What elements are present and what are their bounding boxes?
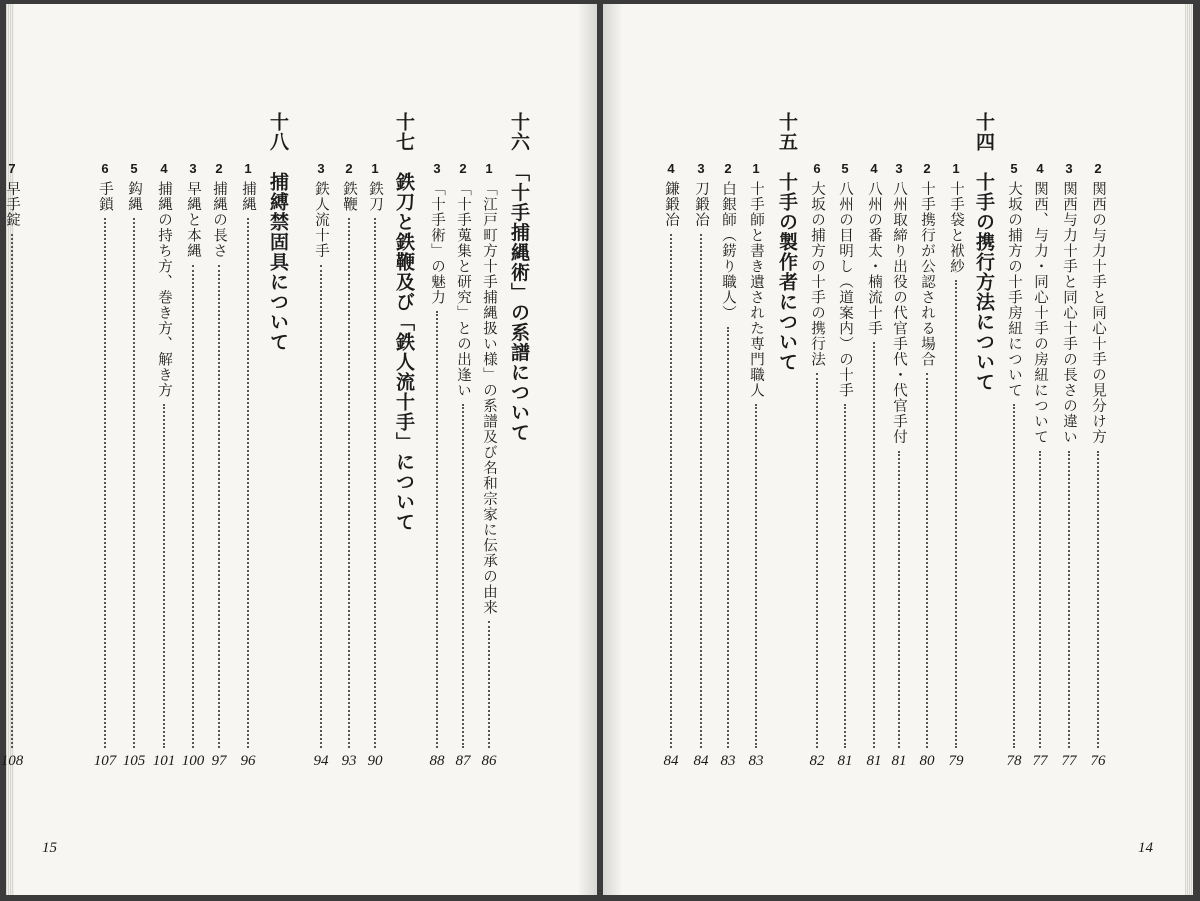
section-heading: 十五 十手の製作者について	[776, 112, 798, 372]
entry-title: 十手師と書き遺された専門職人	[748, 181, 764, 398]
section-heading-column	[266, 112, 290, 792]
leader-dots	[700, 234, 702, 749]
entry-page: 87	[455, 753, 471, 769]
entry-page: 101	[152, 753, 176, 769]
entry-page: 80	[919, 753, 935, 769]
entry-number: 3	[1065, 161, 1073, 176]
leader-dots	[755, 404, 757, 748]
entry-title: 手鎖	[97, 181, 113, 212]
leader-dots	[163, 404, 165, 748]
entry-title: 八州の番太・楠流十手	[866, 181, 882, 336]
toc-entry	[915, 112, 939, 792]
entry-title: 鉄鞭	[341, 181, 357, 212]
toc-entry	[744, 112, 768, 792]
entry-title: 刀鍛冶	[693, 181, 709, 228]
entry-number: 4	[160, 161, 168, 176]
entry-page: 94	[313, 753, 329, 769]
entry-number: 3	[317, 161, 325, 176]
entry-number: 3	[189, 161, 197, 176]
entry-page: 82	[809, 753, 825, 769]
leader-dots	[218, 265, 220, 749]
entry-number: 2	[923, 161, 931, 176]
entry-page: 100	[181, 753, 205, 769]
entry-page: 78	[1006, 753, 1022, 769]
entry-page: 81	[837, 753, 853, 769]
toc-entry	[659, 112, 683, 792]
section-heading-column	[392, 112, 416, 792]
entry-title: 白銀師（錺り職人）	[720, 181, 736, 321]
entry-title: 鉄刀	[367, 181, 383, 212]
section-heading: 十七 鉄刀と鉄鞭及び「鉄人流十手」について	[393, 112, 415, 532]
entry-title: 八州の目明し（道案内）の十手	[837, 181, 853, 398]
entry-title: 早縄と本縄	[185, 181, 201, 259]
entry-title: 捕縄の長さ	[211, 181, 227, 259]
leader-dots	[1097, 451, 1099, 749]
entry-number: 3	[895, 161, 903, 176]
entry-page: 81	[866, 753, 882, 769]
entry-number: 1	[371, 161, 379, 176]
entry-title: 鈎縄	[126, 181, 142, 212]
leader-dots	[374, 218, 376, 748]
toc-entry	[309, 112, 333, 792]
toc-entry	[1057, 112, 1081, 792]
leader-dots	[873, 342, 875, 748]
toc-entry	[122, 112, 146, 792]
leader-dots	[192, 265, 194, 749]
entry-page: 83	[748, 753, 764, 769]
entry-page: 105	[122, 753, 146, 769]
gutter-shadow	[577, 4, 597, 895]
toc-entry	[152, 112, 176, 792]
leader-dots	[727, 327, 729, 749]
leader-dots	[844, 404, 846, 748]
entry-page: 84	[663, 753, 679, 769]
entry-title: 捕縄	[240, 181, 256, 212]
entry-number: 2	[1094, 161, 1102, 176]
leader-dots	[436, 311, 438, 748]
toc-entry	[451, 112, 475, 792]
entry-number: 1	[752, 161, 760, 176]
entry-title: 十手携行が公認される場合	[919, 181, 935, 367]
entry-number: 4	[1036, 161, 1044, 176]
entry-page: 107	[93, 753, 117, 769]
toc-entry	[425, 112, 449, 792]
entry-number: 1	[952, 161, 960, 176]
section-heading-column	[972, 112, 996, 792]
leader-dots	[926, 373, 928, 748]
entry-number: 2	[459, 161, 467, 176]
toc-entry	[207, 112, 231, 792]
leader-dots	[247, 218, 249, 748]
entry-number: 5	[130, 161, 138, 176]
toc-entry	[93, 112, 117, 792]
entry-title: 八州取締り出役の代官手代・代官手付	[891, 181, 907, 445]
entry-page: 86	[481, 753, 497, 769]
leader-dots	[320, 265, 322, 749]
entry-number: 2	[345, 161, 353, 176]
entry-title: 鉄人流十手	[313, 181, 329, 259]
leader-dots	[670, 234, 672, 749]
entry-number: 6	[101, 161, 109, 176]
leader-dots	[488, 621, 490, 748]
toc-entry	[337, 112, 361, 792]
leader-dots	[816, 373, 818, 748]
entry-page: 83	[720, 753, 736, 769]
section-heading: 十六 「十手捕縄術」の系譜について	[508, 112, 530, 443]
entry-number: 5	[841, 161, 849, 176]
entry-number: 4	[667, 161, 675, 176]
entry-title: 関西与力十手と同心十手の長さの違い	[1061, 181, 1077, 445]
entry-title: 関西の与力十手と同心十手の見分け方	[1090, 181, 1106, 445]
toc-entry	[805, 112, 829, 792]
entry-title: 関西、与力・同心十手の房紐について	[1032, 181, 1048, 445]
entry-page: 93	[341, 753, 357, 769]
entry-number: 3	[697, 161, 705, 176]
leader-dots	[462, 404, 464, 748]
toc-entry	[862, 112, 886, 792]
section-heading-column	[507, 112, 531, 792]
toc-entry	[689, 112, 713, 792]
entry-title: 早手錠	[4, 181, 20, 228]
entry-page: 88	[429, 753, 445, 769]
leader-dots	[348, 218, 350, 748]
entry-title: 十手袋と袱紗	[948, 181, 964, 274]
toc-entry	[887, 112, 911, 792]
leader-dots	[1068, 451, 1070, 749]
leader-dots	[104, 218, 106, 748]
leader-dots	[1039, 451, 1041, 749]
leader-dots	[11, 234, 13, 749]
entry-page: 79	[948, 753, 964, 769]
section-heading-column	[775, 112, 799, 792]
leader-dots	[1013, 404, 1015, 748]
entry-page: 96	[240, 753, 256, 769]
toc-entry	[1002, 112, 1026, 792]
gutter-shadow	[603, 4, 623, 895]
entry-number: 2	[724, 161, 732, 176]
toc-entry	[1086, 112, 1110, 792]
leader-dots	[955, 280, 957, 748]
entry-number: 7	[8, 161, 16, 176]
entry-number: 5	[1010, 161, 1018, 176]
entry-number: 1	[485, 161, 493, 176]
page-number-left: 15	[42, 840, 57, 856]
toc-entry	[833, 112, 857, 792]
entry-title: 大坂の捕方の十手の携行法	[809, 181, 825, 367]
entry-title: 「十手蒐集と研究」との出逢い	[455, 181, 471, 398]
toc-entry	[716, 112, 740, 792]
entry-title: 大坂の捕方の十手房紐について	[1006, 181, 1022, 398]
entry-number: 1	[244, 161, 252, 176]
entry-page: 97	[211, 753, 227, 769]
page-edge	[1185, 4, 1193, 895]
entry-number: 3	[433, 161, 441, 176]
entry-page: 90	[367, 753, 383, 769]
entry-title: 鎌鍛冶	[663, 181, 679, 228]
entry-page: 84	[693, 753, 709, 769]
entry-title: 捕縄の持ち方、巻き方、解き方	[156, 181, 172, 398]
toc-entry	[363, 112, 387, 792]
toc-entry	[181, 112, 205, 792]
entry-number: 2	[215, 161, 223, 176]
section-heading: 十八 捕縛禁固具について	[267, 112, 289, 352]
leader-dots	[898, 451, 900, 749]
toc-entry	[0, 112, 24, 792]
entry-page: 77	[1061, 753, 1077, 769]
toc-entry	[236, 112, 260, 792]
toc-entry	[1028, 112, 1052, 792]
section-heading: 十四 十手の携行方法について	[973, 112, 995, 392]
entry-page: 81	[891, 753, 907, 769]
leader-dots	[133, 218, 135, 748]
entry-title: 「江戸町方十手捕縄扱い様」の系譜及び名和宗家に伝承の由来	[481, 181, 497, 615]
toc-entry	[944, 112, 968, 792]
entry-page: 77	[1032, 753, 1048, 769]
entry-page: 76	[1090, 753, 1106, 769]
entry-page: 108	[0, 753, 24, 769]
toc-entry	[477, 112, 501, 792]
entry-title: 「十手術」の魅力	[429, 181, 445, 305]
page-number-right: 14	[1138, 840, 1153, 856]
entry-number: 4	[870, 161, 878, 176]
entry-number: 6	[813, 161, 821, 176]
